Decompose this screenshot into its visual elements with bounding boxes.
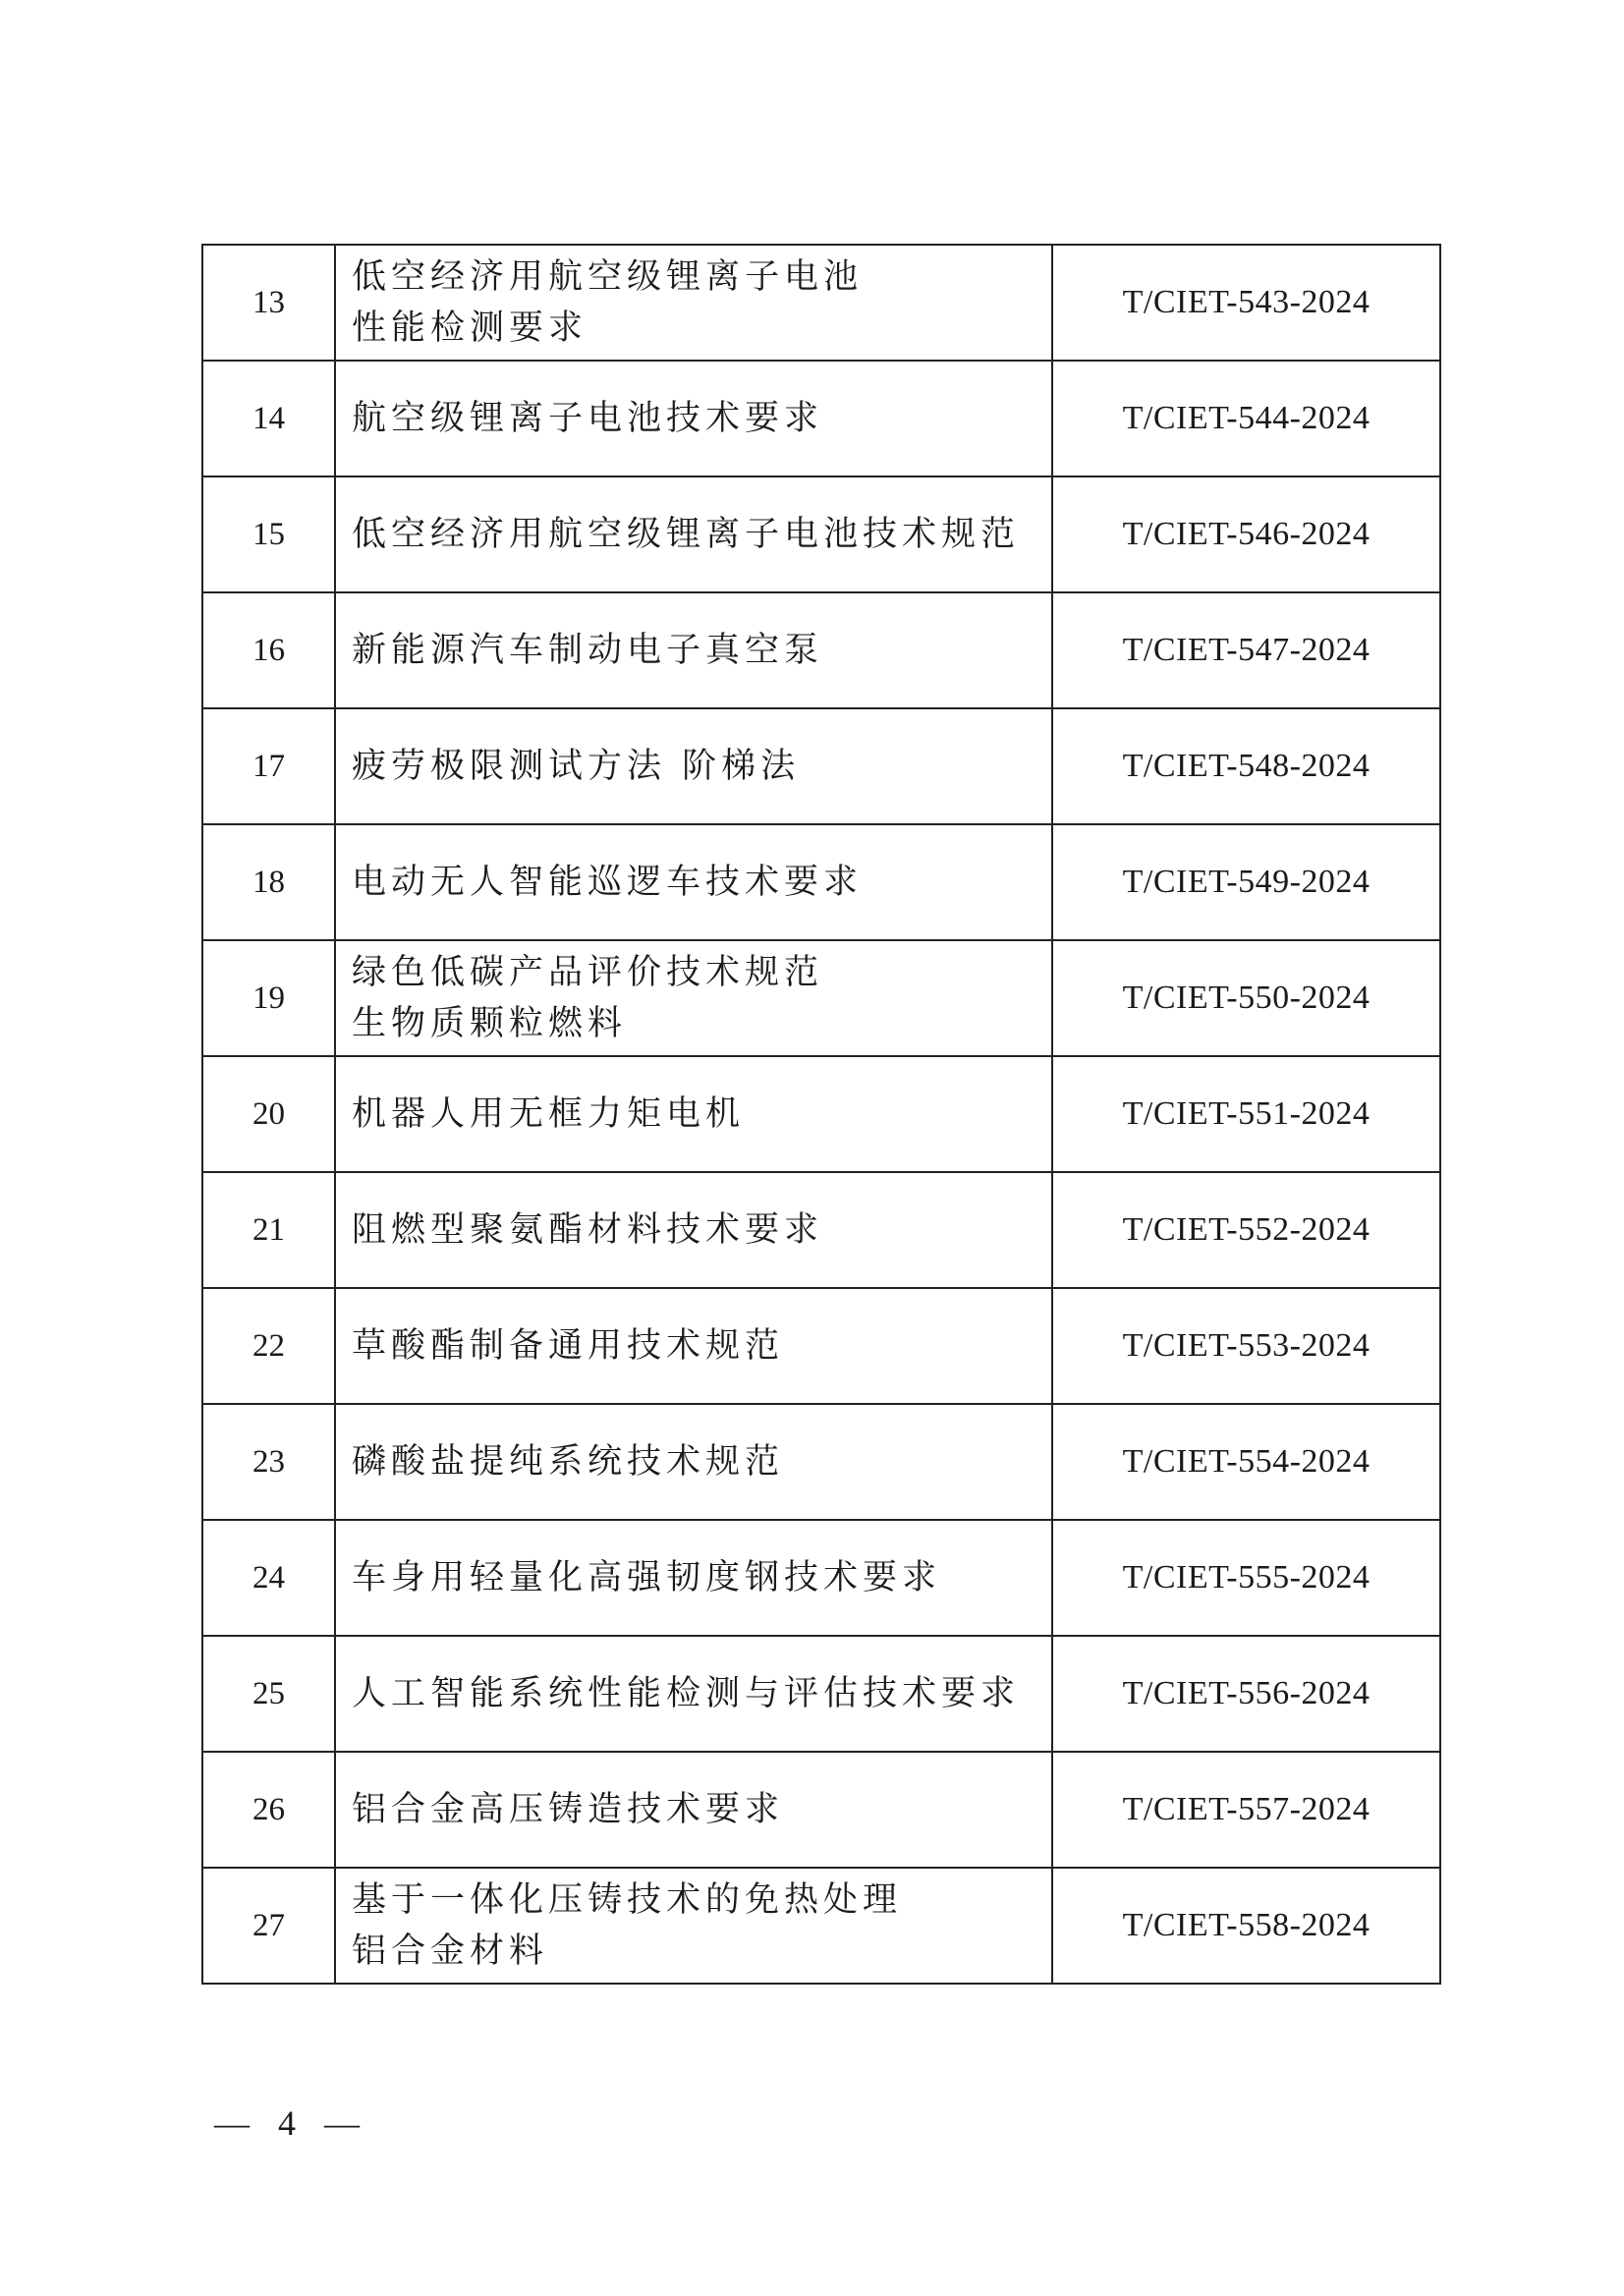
standard-name <box>335 940 1052 1056</box>
table-row <box>202 1056 1440 1172</box>
table-row <box>202 476 1440 592</box>
table-row <box>202 940 1440 1056</box>
standard-name-line: 机器人用无框力矩电机 <box>352 1094 746 1134</box>
table-row <box>202 245 1440 361</box>
table-row <box>202 1752 1440 1868</box>
standards-table <box>201 244 1441 1985</box>
standard-code: T/CIET-550-2024 <box>1052 940 1440 1056</box>
standard-name-line: 新能源汽车制动电子真空泵 <box>352 631 824 670</box>
standard-name-line: 低空经济用航空级锂离子电池 <box>352 257 864 297</box>
standard-name-line: 基于一体化压铸技术的免热处理 <box>352 1880 903 1920</box>
standard-name <box>335 1172 1052 1288</box>
standard-name <box>335 1056 1052 1172</box>
standard-code: T/CIET-551-2024 <box>1052 1056 1440 1172</box>
standards-table-body <box>202 245 1440 1984</box>
standard-code: T/CIET-554-2024 <box>1052 1404 1440 1520</box>
row-number: 26 <box>202 1752 335 1868</box>
table-row <box>202 1288 1440 1404</box>
standard-name <box>335 476 1052 592</box>
standard-name-line: 人工智能系统性能检测与评估技术要求 <box>352 1674 1021 1713</box>
table-row <box>202 1520 1440 1636</box>
standard-name <box>335 824 1052 940</box>
row-number: 18 <box>202 824 335 940</box>
standard-name <box>335 1404 1052 1520</box>
standard-name <box>335 1752 1052 1868</box>
table-row <box>202 1636 1440 1752</box>
standard-name-line: 铝合金材料 <box>352 1932 549 1971</box>
standard-code: T/CIET-546-2024 <box>1052 476 1440 592</box>
row-number: 14 <box>202 361 335 476</box>
standard-code: T/CIET-544-2024 <box>1052 361 1440 476</box>
standard-code: T/CIET-557-2024 <box>1052 1752 1440 1868</box>
table-row <box>202 1404 1440 1520</box>
standard-code: T/CIET-543-2024 <box>1052 245 1440 361</box>
table-row <box>202 592 1440 708</box>
standard-code: T/CIET-552-2024 <box>1052 1172 1440 1288</box>
standard-name <box>335 1288 1052 1404</box>
row-number: 20 <box>202 1056 335 1172</box>
standard-name-line: 车身用轻量化高强韧度钢技术要求 <box>352 1558 942 1597</box>
standard-name-line: 磷酸盐提纯系统技术规范 <box>352 1442 785 1482</box>
row-number: 23 <box>202 1404 335 1520</box>
standard-name <box>335 1868 1052 1984</box>
table-row <box>202 708 1440 824</box>
row-number: 15 <box>202 476 335 592</box>
standard-name-line: 电动无人智能巡逻车技术要求 <box>352 863 864 902</box>
row-number: 27 <box>202 1868 335 1984</box>
table-row <box>202 1868 1440 1984</box>
standard-name-line: 草酸酯制备通用技术规范 <box>352 1326 785 1366</box>
standard-code: T/CIET-549-2024 <box>1052 824 1440 940</box>
row-number: 22 <box>202 1288 335 1404</box>
standard-code: T/CIET-547-2024 <box>1052 592 1440 708</box>
standard-code: T/CIET-558-2024 <box>1052 1868 1440 1984</box>
standard-name <box>335 1636 1052 1752</box>
row-number: 24 <box>202 1520 335 1636</box>
row-number: 21 <box>202 1172 335 1288</box>
standard-code: T/CIET-548-2024 <box>1052 708 1440 824</box>
standard-name-line: 铝合金高压铸造技术要求 <box>352 1790 785 1829</box>
row-number: 13 <box>202 245 335 361</box>
standard-name-line: 阻燃型聚氨酯材料技术要求 <box>352 1210 824 1250</box>
standard-code: T/CIET-556-2024 <box>1052 1636 1440 1752</box>
standard-name <box>335 245 1052 361</box>
page-number: — 4 — <box>214 2103 369 2143</box>
standard-name <box>335 361 1052 476</box>
standard-name-line: 绿色低碳产品评价技术规范 <box>352 953 824 992</box>
standard-code: T/CIET-555-2024 <box>1052 1520 1440 1636</box>
standard-name <box>335 592 1052 708</box>
table-row <box>202 824 1440 940</box>
row-number: 25 <box>202 1636 335 1752</box>
row-number: 19 <box>202 940 335 1056</box>
standard-name-line: 航空级锂离子电池技术要求 <box>352 399 824 438</box>
row-number: 17 <box>202 708 335 824</box>
standard-name <box>335 708 1052 824</box>
standard-name <box>335 1520 1052 1636</box>
row-number: 16 <box>202 592 335 708</box>
standard-name-line: 低空经济用航空级锂离子电池技术规范 <box>352 515 1021 554</box>
standard-name-line: 性能检测要求 <box>352 308 588 348</box>
table-row <box>202 361 1440 476</box>
standard-name-line: 生物质颗粒燃料 <box>352 1004 628 1043</box>
standard-name-line: 疲劳极限测试方法 阶梯法 <box>352 747 801 786</box>
table-row <box>202 1172 1440 1288</box>
standard-code: T/CIET-553-2024 <box>1052 1288 1440 1404</box>
